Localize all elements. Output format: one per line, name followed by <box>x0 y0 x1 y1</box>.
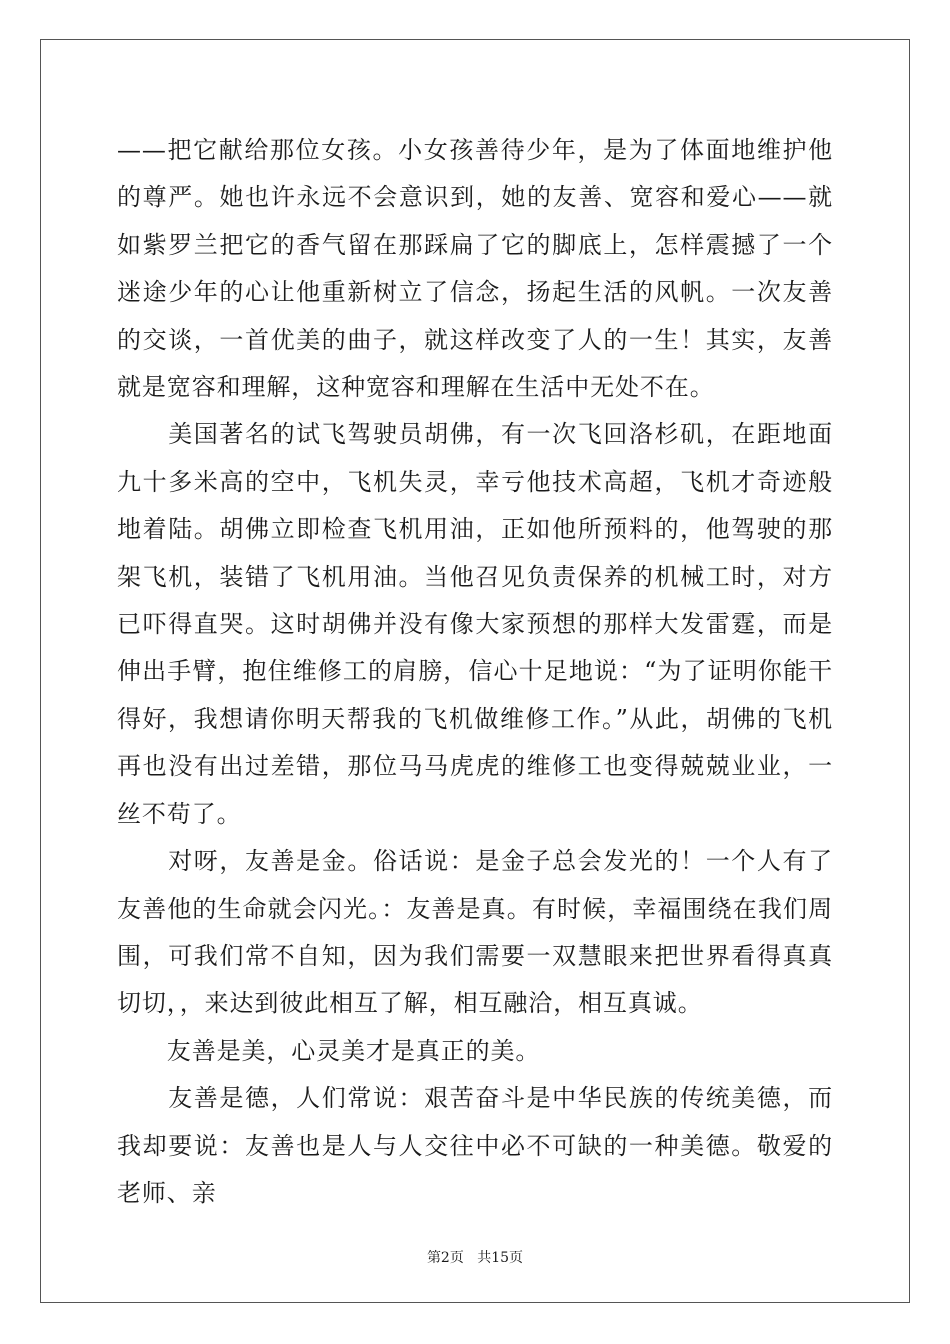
page-number: 第2页 <box>426 1250 464 1266</box>
page-footer <box>0 1247 950 1267</box>
paragraph-3: 对呀，友善是金。俗话说：是金子总会发光的！一个人有了友善他的生命就会闪光。：友善是真。有时候，幸福围绕在我们周围，可我们常不自知，因为我们需要一双慧眼来把世界看得真真切切，，来达到彼此相互了解，相互融洽，相互真诚。 <box>117 847 833 1018</box>
page-total: 共15页 <box>477 1250 524 1266</box>
paragraph-1: ——把它献给那位女孩。小女孩善待少年，是为了体面地维护他的尊严。她也许永远不会意识到，她的友善、宽容和爱心——就如紫罗兰把它的香气留在那踩扁了它的脚底上，怎样震撼了一个迷途少年的心让他重新树立了信念，扬起生活的风帆。一次友善的交谈，一首优美的曲子，就这样改变了人的一生！其实，友善就是宽容和理解，这种宽容和理解在生活中无处不在。 <box>117 136 833 402</box>
document-body <box>117 127 833 1217</box>
paragraph-5: 友善是德，人们常说：艰苦奋斗是中华民族的传统美德，而我却要说：友善也是人与人交往中必不可缺的一种美德。敬爱的老师、亲 <box>117 1084 833 1207</box>
paragraph-2: 美国著名的试飞驾驶员胡佛，有一次飞回洛杉矶，在距地面九十多米高的空中，飞机失灵，幸亏他技术高超，飞机才奇迹般地着陆。胡佛立即检查飞机用油，正如他所预料的，他驾驶的那架飞机，装错了飞机用油。当他召见负责保养的机械工时，对方已吓得直哭。这时胡佛并没有像大家预想的那样大发雷霆，而是伸出手臂，抱住维修工的肩膀，信心十足地说：“为了证明你能干得好，我想请你明天帮我的飞机做维修工作。”从此，胡佛的飞机再也没有出过差错，那位马马虎虎的维修工也变得兢兢业业，一丝不苟了。 <box>117 420 833 828</box>
paragraph-4: 友善是美，心灵美才是真正的美。 <box>117 1036 541 1065</box>
